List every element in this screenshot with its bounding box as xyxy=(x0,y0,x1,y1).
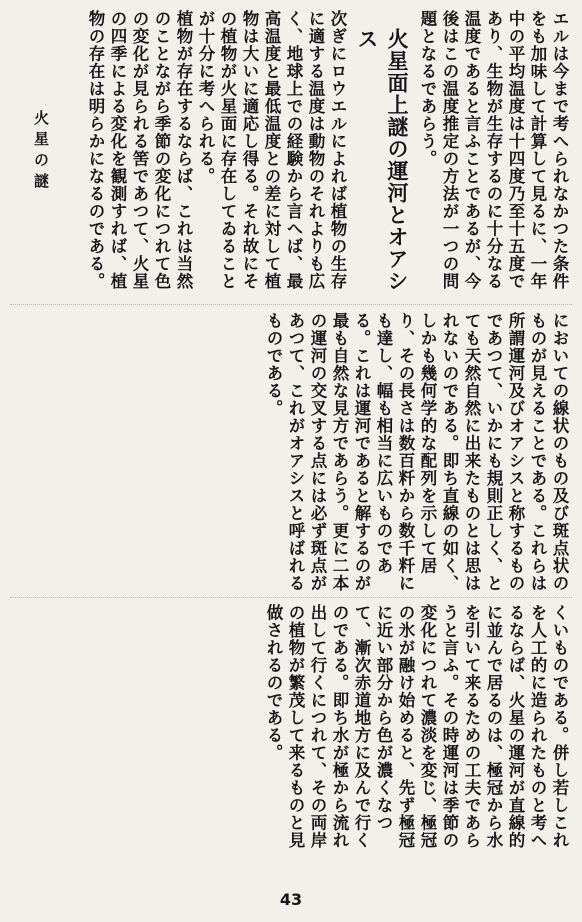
section-heading: 火星面上謎の運河とオアシス xyxy=(355,28,410,292)
body-paragraph: 植物が存在するならば、これは当然のことながら季節の変化につれて色の変化が見られる筈であつて、火星の四季による変化を観測すれば、植物の存在は明らかになるのである。 xyxy=(86,10,193,290)
middle-tier xyxy=(12,312,570,592)
body-paragraph: エルは今まで考へられなかつた条件をも加味して計算して見るに、一年中の平均温度は十四度乃至十五度であり、生物が生存するのに十分なる温度であると言ふことであるが、今後はこの温度推定の方法が一つの問題となるであらう。 xyxy=(418,10,569,290)
upper-tier xyxy=(12,10,570,300)
tier-divider xyxy=(10,597,572,598)
running-head: 火星の謎 xyxy=(32,110,50,194)
body-paragraph: 次ぎにロウエルによれば植物の生存に適する温度は動物のそれよりも広く、地球上での経験から言へば、最高温度と最低温度との差に対して植物は大いに適応し得る。それ故にその植物が火星面に存在してゐることが十分に考へられる。 xyxy=(196,10,347,290)
page-number: 43 xyxy=(279,890,303,909)
body-paragraph: くいものである。併し若しこれを人工的に造られたものと考へるならば、火星の運河が直線的に並んで居るのは、極冠から水を引いて来るための工夫であらうと言ふ。その時運河は季節の変化につれて濃淡を変じ、極冠の氷が融け始めると、先ず極冠に近い部分から色が濃くなつて、漸次赤道地方に及んで行くのである。即ち水が極から流れ出して行くにつれて、その両岸の植物が繁茂して来るものと見做されるのである。 xyxy=(264,604,569,849)
body-paragraph: においての線状のもの及び斑点状のものが見えることである。これらは所謂運河及びオアシスと称するものであつて、いかにも規則正しく、とても天然自然に出来たものとは思はれないのである。即ち直線の如く、しかも幾何学的な配列を示して居り、その長さは数百粁から数千粁にも達し、幅も相当に広いものである。これは運河であると解するのが最も自然な見方であらう。更に二本の運河の交叉する点には必ず斑点があつて、これがオアシスと呼ばれるものである。 xyxy=(264,312,569,592)
tier-divider xyxy=(10,304,572,305)
lower-tier xyxy=(12,604,570,864)
